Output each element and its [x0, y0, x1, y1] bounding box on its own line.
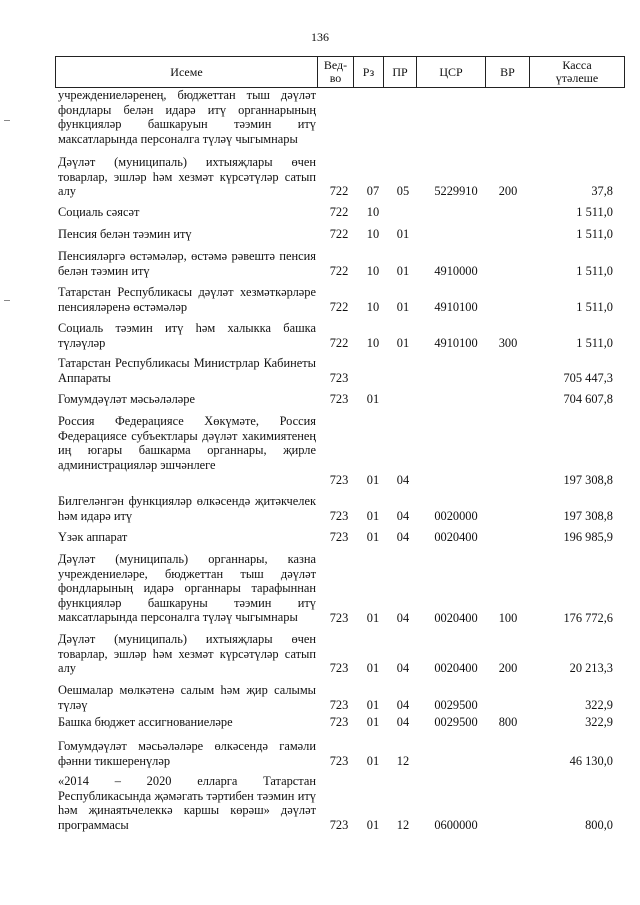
row-vr: 200: [498, 184, 518, 198]
row-rz: 01: [366, 661, 380, 675]
row-rz: 10: [366, 264, 380, 278]
row-csr: 0020400: [434, 661, 478, 675]
row-pr: 12: [396, 754, 410, 768]
header-vr: ВР: [486, 57, 530, 87]
row-name: «2014 – 2020 елларга Татарстан Республикасында җәмәгать тәртибен тәэмин итү һәм җинаятьчелеккә каршы көрәш» дәүләт программасы: [58, 774, 316, 832]
page-number: 136: [311, 30, 329, 44]
header-name: Исеме: [56, 57, 318, 87]
row-kassa: 322,9: [585, 698, 613, 712]
row-rz: 01: [366, 754, 380, 768]
row-ved: 722: [329, 227, 349, 241]
row-pr: 01: [396, 336, 410, 350]
row-csr: 4910000: [434, 264, 478, 278]
row-ved: 723: [329, 392, 349, 406]
row-kassa: 704 607,8: [563, 392, 613, 406]
row-rz: 01: [366, 715, 380, 729]
row-rz: 01: [366, 392, 380, 406]
row-rz: 10: [366, 336, 380, 350]
header-rz: Рз: [354, 57, 384, 87]
row-kassa: 705 447,3: [563, 371, 613, 385]
row-pr: 01: [396, 227, 410, 241]
row-ved: 723: [329, 473, 349, 487]
row-name: Билгеләнгән функцияләр өлкәсендә җитәкчелек һәм идарә итү: [58, 494, 316, 523]
row-rz: 10: [366, 227, 380, 241]
row-csr: 0029500: [434, 715, 478, 729]
row-ved: 723: [329, 698, 349, 712]
row-name: Үзәк аппарат: [58, 530, 128, 544]
row-rz: 01: [366, 698, 380, 712]
row-name: Дәүләт (муниципаль) ихтыяҗлары өчен товарлар, эшләр һәм хезмәт күрсәтүләр сатып алу: [58, 155, 316, 199]
row-rz: 01: [366, 509, 380, 523]
margin-mark: [4, 300, 10, 301]
row-pr: 04: [396, 509, 410, 523]
row-name: Башка бюджет ассигнованиеләре: [58, 715, 233, 729]
row-kassa: 197 308,8: [563, 473, 613, 487]
row-ved: 723: [329, 509, 349, 523]
row-csr: 4910100: [434, 300, 478, 314]
header-csr: ЦСР: [417, 57, 486, 87]
row-kassa: 46 130,0: [569, 754, 613, 768]
row-ved: 722: [329, 300, 349, 314]
row-pr: 04: [396, 698, 410, 712]
row-vr: 200: [498, 661, 518, 675]
row-kassa: 800,0: [585, 818, 613, 832]
row-csr: 0600000: [434, 818, 478, 832]
row-name: Дәүләт (муниципаль) органнары, казна учреждениеләре, бюджеттан тыш дәүләт фондларының идарә органнары тарафыннан функцияләр башкаруны тәэмин итү максатларында персоналга түләү чыгымнары: [58, 552, 316, 625]
row-kassa: 20 213,3: [569, 661, 613, 675]
row-ved: 722: [329, 264, 349, 278]
row-pr: 04: [396, 611, 410, 625]
row-rz: 01: [366, 473, 380, 487]
row-kassa: 197 308,8: [563, 509, 613, 523]
row-ved: 723: [329, 611, 349, 625]
row-pr: 05: [396, 184, 410, 198]
row-kassa: 1 511,0: [576, 227, 613, 241]
row-csr: 5229910: [434, 184, 478, 198]
row-rz: 10: [366, 205, 380, 219]
row-name: Пенсия белән тәэмин итү: [58, 227, 192, 241]
row-kassa: 196 985,9: [563, 530, 613, 544]
row-kassa: 1 511,0: [576, 205, 613, 219]
row-pr: 01: [396, 300, 410, 314]
row-pr: 04: [396, 661, 410, 675]
header-kassa: Касса үтәлеше: [530, 57, 625, 87]
row-rz: 01: [366, 530, 380, 544]
row-name: Дәүләт (муниципаль) ихтыяҗлары өчен товарлар, эшләр һәм хезмәт күрсәтүләр сатып алу: [58, 632, 316, 676]
row-kassa: 176 772,6: [563, 611, 613, 625]
row-vr: 100: [498, 611, 518, 625]
row-rz: 01: [366, 611, 380, 625]
row-pr: 04: [396, 530, 410, 544]
margin-mark: [4, 120, 10, 121]
table-header: [55, 56, 625, 88]
row-ved: 723: [329, 661, 349, 675]
row-vr: 300: [498, 336, 518, 350]
row-ved: 723: [329, 371, 349, 385]
row-rz: 10: [366, 300, 380, 314]
row-pr: 04: [396, 715, 410, 729]
header-ved: Вед- во: [318, 57, 354, 87]
row-pr: 04: [396, 473, 410, 487]
row-pr: 01: [396, 264, 410, 278]
row-name: Социаль сәясәт: [58, 205, 140, 219]
row-rz: 01: [366, 818, 380, 832]
row-vr: 800: [498, 715, 518, 729]
row-name: Россия Федерациясе Хөкүмәте, Россия Федерациясе субъектлары дәүләт хакимиятенең иң югары башкарма органнары, җирле администрацияләр эшчәнлеге: [58, 414, 316, 472]
row-name: учреждениеләренең, бюджеттан тыш дәүләт фондлары белән идарә итү органнарының функцияләр башкаруын тәэмин итү максатларында персоналга түләү чыгымнары: [58, 88, 316, 146]
row-ved: 722: [329, 336, 349, 350]
row-kassa: 1 511,0: [576, 264, 613, 278]
row-csr: 4910100: [434, 336, 478, 350]
row-name: Татарстан Республикасы дәүләт хезмәткәрләре пенсияләренә өстәмәләр: [58, 285, 316, 314]
row-kassa: 322,9: [585, 715, 613, 729]
row-name: Гомумдәүләт мәсьәләләре өлкәсендә гамәли фәнни тикшеренүләр: [58, 739, 316, 768]
row-ved: 723: [329, 530, 349, 544]
row-name: Оешмалар мөлкәтенә салым һәм җир салымы түләү: [58, 683, 316, 712]
row-kassa: 1 511,0: [576, 336, 613, 350]
header-pr: ПР: [384, 57, 417, 87]
row-pr: 12: [396, 818, 410, 832]
row-ved: 723: [329, 754, 349, 768]
row-csr: 0020400: [434, 611, 478, 625]
row-ved: 723: [329, 715, 349, 729]
row-csr: 0020000: [434, 509, 478, 523]
row-kassa: 37,8: [591, 184, 613, 198]
row-kassa: 1 511,0: [576, 300, 613, 314]
row-ved: 722: [329, 205, 349, 219]
row-name: Социаль тәэмин итү һәм халыкка башка түләүләр: [58, 321, 316, 350]
row-name: Пенсияләргә өстәмәләр, өстәмә рәвештә пенсия белән тәэмин итү: [58, 249, 316, 278]
row-ved: 722: [329, 184, 349, 198]
row-csr: 0020400: [434, 530, 478, 544]
row-name: Гомумдәүләт мәсьәләләре: [58, 392, 195, 406]
row-name: Татарстан Республикасы Министрлар Кабинеты Аппараты: [58, 356, 316, 385]
row-rz: 07: [366, 184, 380, 198]
row-ved: 723: [329, 818, 349, 832]
row-csr: 0029500: [434, 698, 478, 712]
